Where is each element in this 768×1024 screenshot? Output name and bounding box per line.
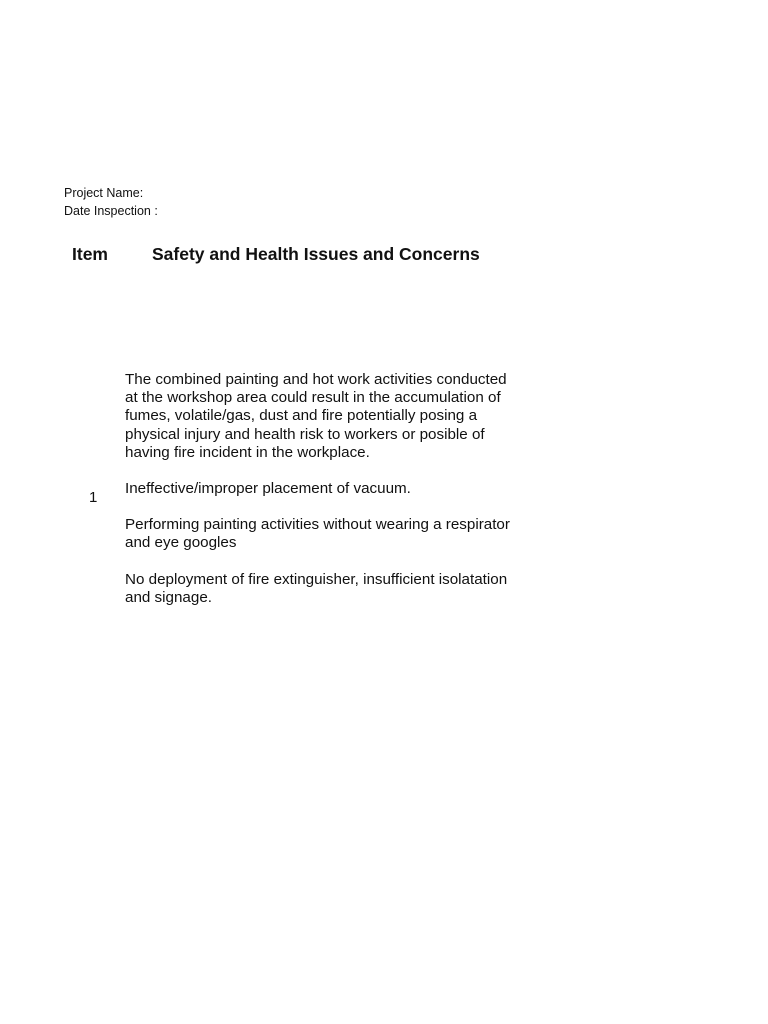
date-inspection-label: Date Inspection : (64, 204, 158, 218)
issues-column-header: Safety and Health Issues and Concerns (152, 244, 480, 264)
issue-paragraph: No deployment of fire extinguisher, insufficient isolatation and signage. (125, 570, 508, 606)
project-name-label: Project Name: (64, 186, 144, 200)
issue-paragraph: Ineffective/improper placement of vacuum. (125, 480, 411, 498)
item-number: 1 (89, 489, 98, 506)
item-column-header: Item (72, 244, 108, 264)
issues-cell (125, 371, 515, 625)
issue-paragraph: The combined painting and hot work activities conducted at the workshop area could result in the accumulation of fumes, volatile/gas, dust and fire potentially posing a physical injury and health risk to workers or posible of having fire incident in the workplace. (125, 371, 507, 461)
issue-paragraph: Performing painting activities without wearing a respirator and eye googles (125, 516, 510, 552)
